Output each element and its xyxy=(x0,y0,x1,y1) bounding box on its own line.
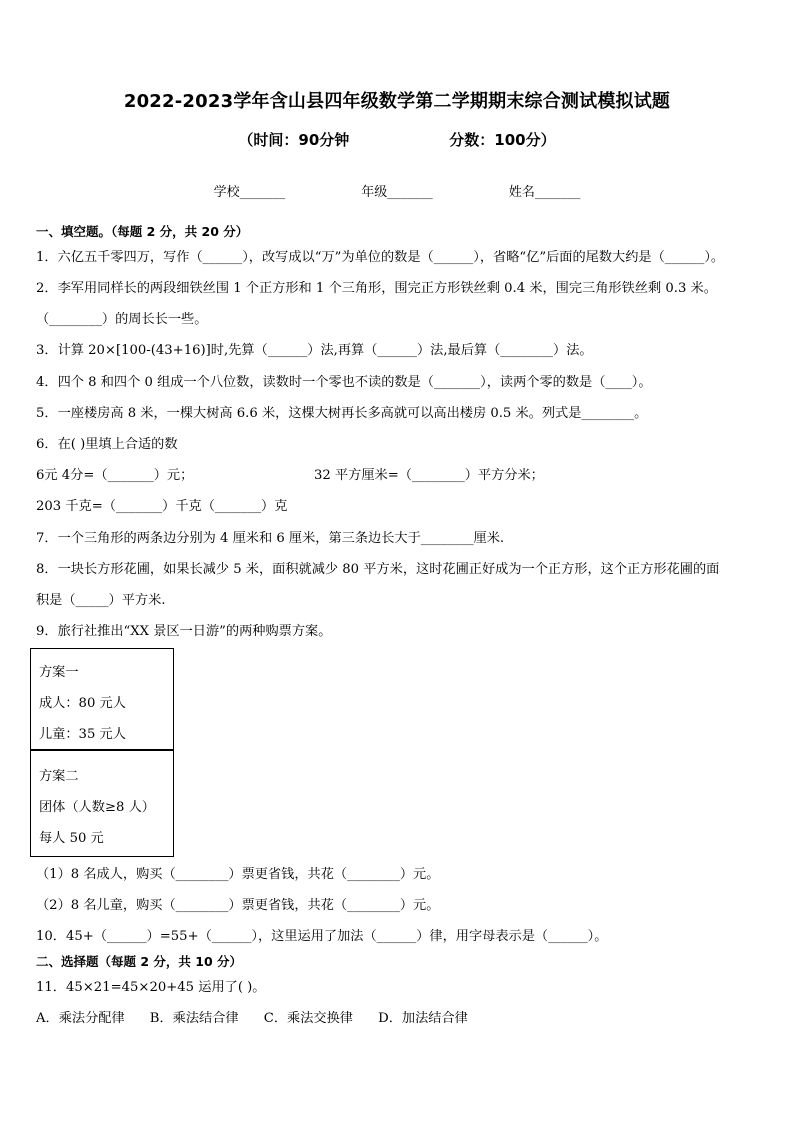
question-10: 10．45+（______）=55+（______），这里运用了加法（______）律，用字母表示是（______）。 xyxy=(36,929,608,944)
plan-1-adult-price: 成人：80 元人 xyxy=(39,696,126,711)
question-6: 6．在( )里填上合适的数 xyxy=(36,437,178,452)
grade-field[interactable]: 年级_______ xyxy=(361,185,433,200)
plan-1-child-price: 儿童：35 元人 xyxy=(39,727,126,742)
question-11: 11．45×21=45×20+45 运用了( )。 xyxy=(36,980,266,995)
name-field[interactable]: 姓名_______ xyxy=(508,185,581,200)
plan-2-title: 方案二 xyxy=(39,769,79,784)
section-heading-fill: 一、填空题。（每题 2 分，共 20 分） xyxy=(36,224,249,239)
score-label: 分数：100分） xyxy=(449,131,556,149)
plan-2-box xyxy=(30,750,174,857)
question-2-line-1: 2．李军用同样长的两段细铁丝围 1 个正方形和 1 个三角形，围完正方形铁丝剩 0.4 米，围完三角形铁丝剩 0.3 米。 xyxy=(36,281,717,296)
plan-2-group-rule: 团体（人数≥8 人） xyxy=(39,800,155,815)
question-2-line-2: （________）的周长长一些。 xyxy=(36,312,208,327)
plan-1-box xyxy=(30,648,174,750)
time-label: （时间：90分钟 xyxy=(238,131,350,149)
question-9-part-2: （2）8 名儿童，购买（________）票更省钱，共花（________）元。 xyxy=(36,898,440,913)
question-1: 1．六亿五千零四万，写作（______），改写成以“万”为单位的数是（______），省略“亿”后面的尾数大约是（______）。 xyxy=(36,250,725,265)
school-field[interactable]: 学校_______ xyxy=(213,185,286,200)
question-8-line-2: 积是（_____）平方米. xyxy=(36,593,166,608)
question-6-part-b: 32 平方厘米=（________）平方分米； xyxy=(314,468,544,483)
question-8-line-1: 8．一块长方形花圃，如果长减少 5 米，面积就减少 80 平方米，这时花圃正好成为一个正方形，这个正方形花圃的面 xyxy=(36,562,720,577)
question-11-options: A．乘法分配律 B．乘法结合律 C．乘法交换律 D．加法结合律 xyxy=(36,1011,468,1026)
question-5: 5．一座楼房高 8 米，一棵大树高 6.6 米，这棵大树再长多高就可以高出楼房 0.5 米。列式是________。 xyxy=(36,406,648,421)
exam-meta xyxy=(0,129,794,150)
question-6-part-c: 203 千克=（_______）千克（_______）克 xyxy=(36,499,288,514)
plan-2-price: 每人 50 元 xyxy=(39,831,104,846)
question-6-part-a: 6元 4分=（_______）元； xyxy=(36,468,194,483)
plan-1-title: 方案一 xyxy=(39,665,79,680)
page-title: 2022-2023学年含山县四年级数学第二学期期末综合测试模拟试题 xyxy=(123,91,671,112)
question-9: 9．旅行社推出“XX 景区一日游”的两种购票方案。 xyxy=(36,624,332,639)
question-4: 4．四个 8 和四个 0 组成一个八位数，读数时一个零也不读的数是（_______），读两个零的数是（____）。 xyxy=(36,375,652,390)
student-info xyxy=(0,181,794,200)
question-9-part-1: （1）8 名成人，购买（________）票更省钱，共花（________）元。 xyxy=(36,867,440,882)
section-heading-choice: 二、选择题（每题 2 分，共 10 分） xyxy=(36,954,243,969)
question-3: 3．计算 20×[100-(43+16)]时,先算（______）法,再算（______）法,最后算（________）法。 xyxy=(36,343,593,358)
question-7: 7．一个三角形的两条边分别为 4 厘米和 6 厘米，第三条边长大于________厘米. xyxy=(36,531,505,546)
